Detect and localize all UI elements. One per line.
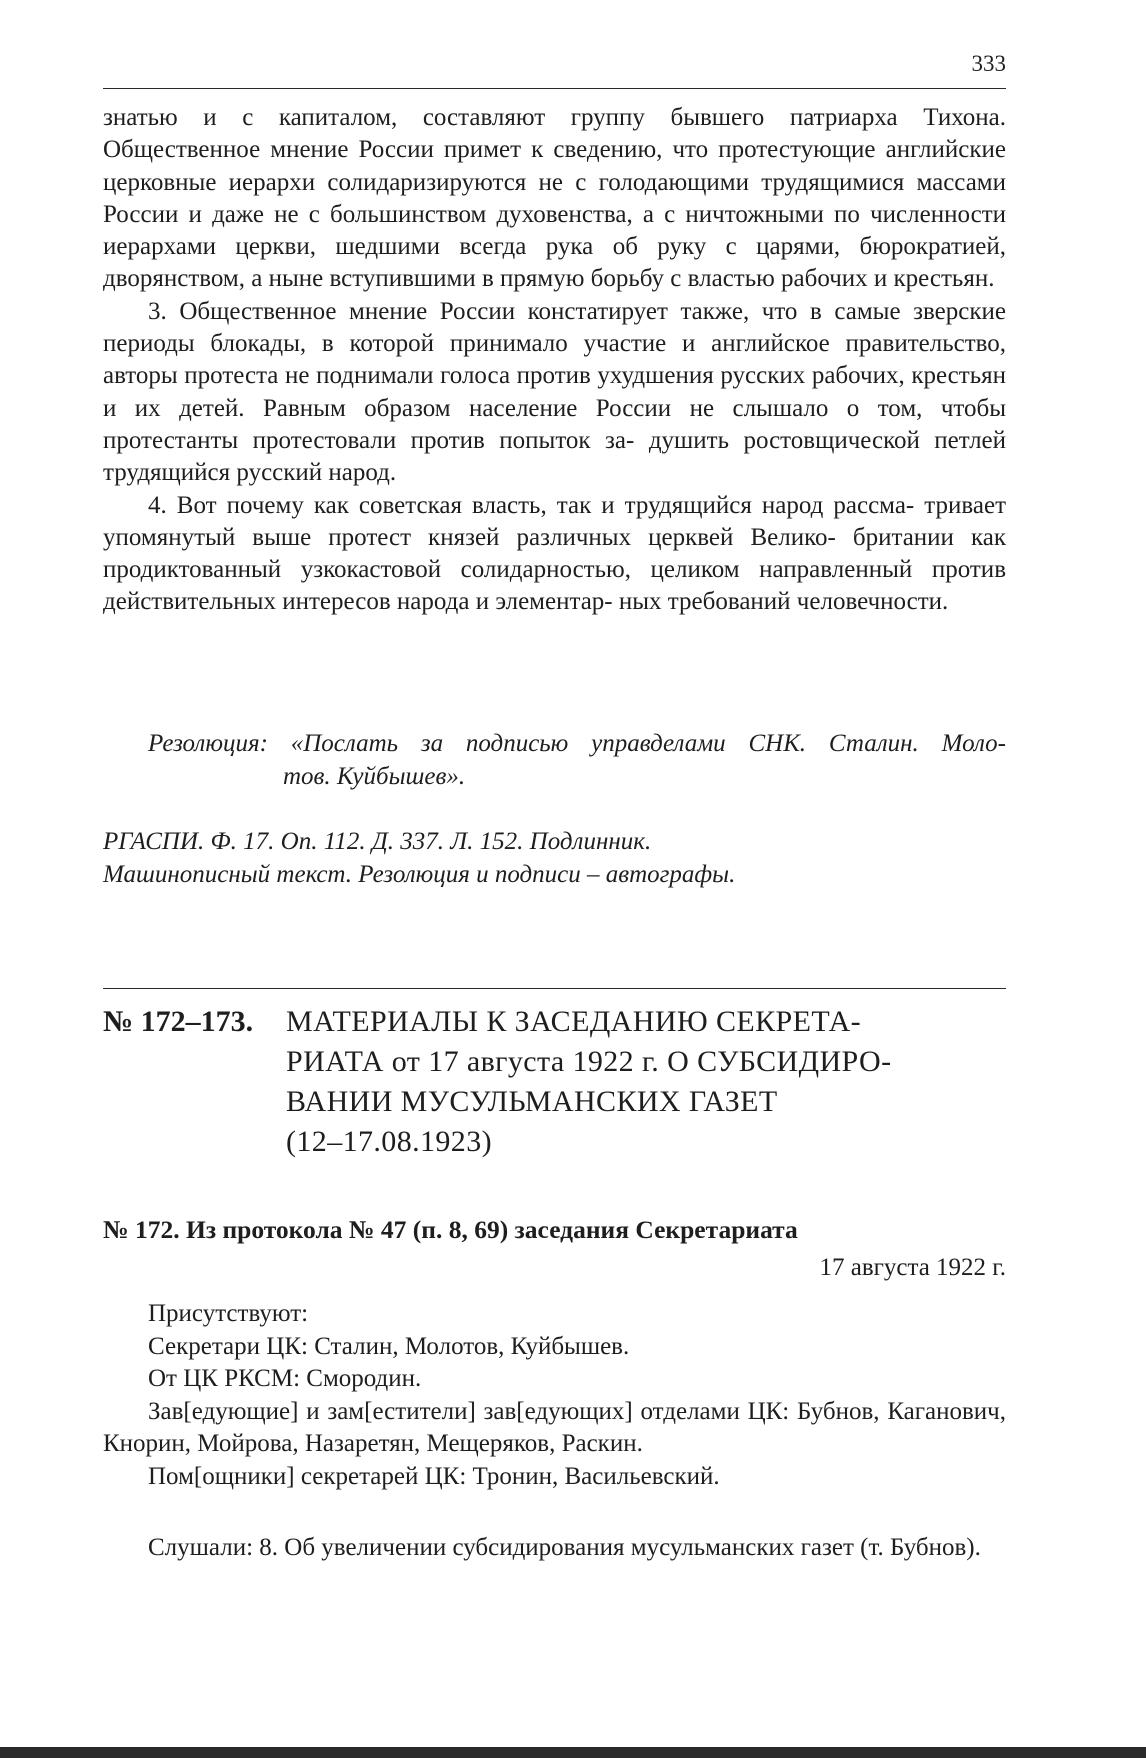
text-line: Зав[едующие] и зам[естители] зав[едующих] отделами ЦК: Бубнов, — [148, 1397, 880, 1425]
paragraph-4 — [103, 490, 1006, 619]
archive-source — [103, 825, 1006, 891]
text-line: не слышало о том, чтобы протестанты протестовали против попыток за- — [103, 394, 1006, 454]
text-line: об руку с царями, бюрократией, дворянством, а ныне вступившими в — [103, 233, 1007, 293]
paragraph-3 — [103, 296, 1006, 490]
section-title — [286, 1002, 1006, 1162]
resolution-line: тов. Куйбышев». — [283, 763, 466, 790]
heard-paragraph — [103, 1532, 1006, 1565]
section-title-line: (12–17.08.1923) — [286, 1125, 492, 1158]
attendance-intro: Присутствуют: — [148, 1300, 309, 1327]
scan-edge-bar — [0, 1747, 1146, 1758]
text-line: 4. Вот почему как советская власть, так и трудящийся народ рассма- — [148, 491, 915, 519]
text-line: знатью и с капиталом, составляют группу бывшего патриарха Тихона. — [103, 104, 1006, 131]
paragraph-continuation — [103, 102, 1006, 296]
text-line: (т. Бубнов). — [860, 1534, 981, 1561]
text-line: с ничтожными по численности иерархами церкви, шедшими всегда рука — [103, 200, 1006, 261]
text-line: ных требований человечности. — [618, 588, 949, 616]
attendance-list — [103, 1298, 1006, 1493]
text-line: английские церковные иерархи солидаризируются не с голодающими — [103, 136, 1007, 196]
attendance-secretaries: Секретари ЦК: Сталин, Молотов, Куйбышев. — [148, 1332, 630, 1360]
text-line: направленный против действительных интересов народа и элементар- — [103, 556, 1006, 616]
text-line: правительство, авторы протеста не поднимали голоса против ухудшения — [103, 330, 1007, 390]
page-number: 333 — [971, 51, 1006, 76]
text-line: зверские периоды блокады, в которой принимало участие и английское — [103, 297, 1006, 358]
text-line: прямую борьбу с властью рабочих и крестьян. — [500, 265, 995, 293]
section-rule — [103, 988, 1006, 989]
section-number: № 172–173. — [103, 1005, 254, 1038]
section-title-line: РИАТА от 17 августа 1922 г. О СУБСИДИРО- — [286, 1045, 892, 1078]
attendance-heads — [103, 1396, 1006, 1461]
resolution-note — [148, 727, 1006, 793]
document-heading: № 172. Из протокола № 47 (п. 8, 69) заседания Секретариата — [103, 1215, 798, 1244]
text-line: Каганович, Кнорин, Мойрова, Назаретян, Мещеряков, Раскин. — [103, 1397, 1006, 1457]
text-line: британии как продиктованный узкокастовой солидарностью, целиком — [103, 523, 1007, 584]
document-date: 17 августа 1922 г. — [819, 1254, 1006, 1281]
section-title-line: ВАНИИ МУСУЛЬМАНСКИХ ГАЗЕТ — [286, 1085, 778, 1118]
main-text — [103, 102, 1006, 619]
source-line: РГАСПИ. Ф. 17. Оп. 112. Д. 337. Л. 152. Подлинник. — [103, 828, 652, 855]
heard-item — [103, 1532, 1006, 1565]
text-line: трудящимися массами России и даже не с большинством духовенства, а — [103, 168, 1006, 228]
source-line: Машинописный текст. Резолюция и подписи – автографы. — [103, 861, 736, 888]
book-page — [103, 0, 1006, 1758]
text-line: Слушали: 8. Об увеличении субсидирования мусульманских газет — [148, 1534, 854, 1561]
text-line: тривает упомянутый выше протест князей различных церквей Велико- — [103, 491, 1006, 551]
attendance-assistants: Пом[ощники] секретарей ЦК: Тронин, Васильевский. — [148, 1462, 720, 1490]
text-line: Общественное мнение России примет к сведению, что протестующие — [103, 136, 876, 164]
text-line: русских рабочих, крестьян и их детей. Равным образом население России — [103, 362, 1006, 422]
section-title-line: МАТЕРИАЛЫ К ЗАСЕДАНИЮ СЕКРЕТА- — [286, 1005, 862, 1038]
resolution-line: Резолюция: «Послать за подписью управделами СНК. Сталин. Моло- — [148, 730, 1006, 757]
text-line: душить ростовщической петлей трудящийся русский народ. — [103, 426, 1007, 487]
attendance-rksm: От ЦК РКСМ: Смородин. — [148, 1365, 422, 1392]
header-rule — [103, 88, 1006, 89]
text-line: 3. Общественное мнение России констатирует также, что в самые — [148, 297, 901, 325]
